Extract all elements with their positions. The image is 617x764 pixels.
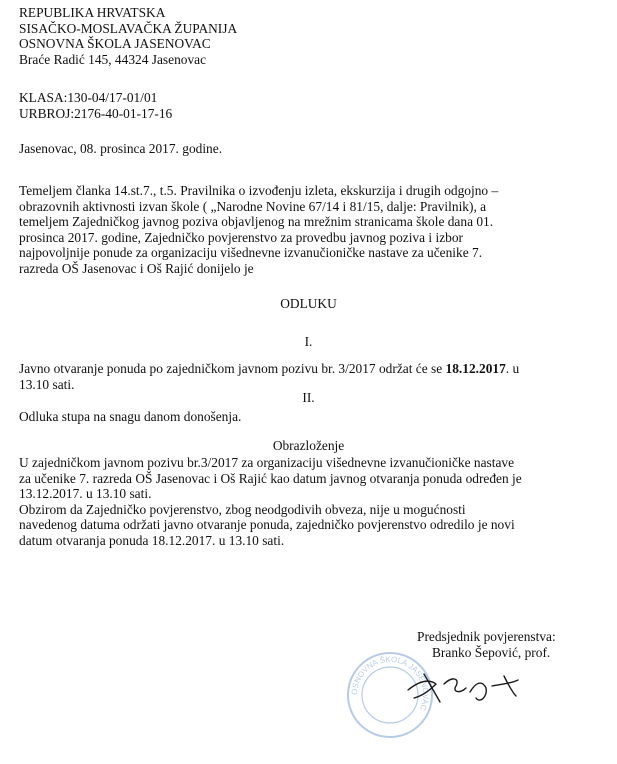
section-1-text-before: Javno otvaranje ponuda po zajedničkom javnom pozivu br. 3/2017 održat će se	[19, 361, 446, 376]
intro-line: temeljem Zajedničkog javnog poziva objavljenog na mrežnim stranicama škole dana 01.	[19, 214, 494, 229]
rationale-paragraph	[19, 455, 522, 548]
urbroj-number: URBROJ:2176-40-01-17-16	[19, 105, 173, 121]
intro-line: Temeljem članka 14.st.7., t.5. Pravilnika o izvođenju izleta, ekskurzija i drugih odgojno –	[19, 183, 499, 198]
intro-line: obrazovnih aktivnosti izvan škole ( „Narodne Novine 67/14 i 81/15, dalje: Pravilnik), a	[19, 198, 487, 214]
section-1-text	[19, 361, 519, 392]
letterhead-line: REPUBLIKA HRVATSKA	[19, 5, 166, 20]
rationale-line: navedenog datuma održati javno otvaranje ponuda, zajedničko povjerenstvo odredilo je novi	[19, 517, 515, 532]
letterhead-line: OSNOVNA ŠKOLA JASENOVAC	[19, 36, 211, 51]
reference-numbers	[19, 90, 172, 121]
intro-paragraph	[19, 183, 498, 276]
klasa-number: KLASA:130-04/17-01/01	[19, 90, 158, 105]
intro-line: prosinca 2017. godine, Zajedničko povjerenstvo za provedbu javnog poziva i izbor	[19, 229, 463, 245]
section-2-numeral: II.	[302, 390, 315, 405]
letterhead-line: SISAČKO-MOSLAVAČKA ŽUPANIJA	[19, 20, 238, 36]
signatory-role: Predsjednik povjerenstva:	[417, 629, 556, 644]
section-1-text-after: . u	[505, 361, 520, 376]
place-date: Jasenovac, 08. prosinca 2017. godine.	[19, 141, 223, 156]
handwritten-signature	[400, 662, 550, 708]
rationale-line: 13.12.2017. u 13.10 sati.	[19, 486, 152, 501]
stamp-text: OSNOVNA ŠKOLA JASENOVAC	[349, 654, 431, 712]
section-1-line-2: 13.10 sati.	[19, 376, 75, 392]
rationale-title: Obrazloženje	[272, 438, 345, 453]
signatory-name: Branko Šepović, prof.	[432, 645, 551, 660]
decision-title: ODLUKU	[280, 296, 337, 311]
section-2-text: Odluka stupa na snagu danom donošenja.	[19, 409, 242, 424]
letterhead	[19, 5, 237, 67]
rationale-line: U zajedničkom javnom pozivu br.3/2017 za organizaciju višednevne izvanučioničke nastave	[19, 455, 515, 470]
intro-line: razreda OŠ Jasenovac i Oš Rajić donijelo je	[19, 260, 254, 276]
intro-line: najpovoljnije ponude za organizaciju višednevne izvanučioničke nastave za učenike 7.	[19, 245, 483, 260]
section-1-date: 18.12.2017	[445, 361, 506, 376]
rationale-line: datum otvaranja ponuda 18.12.2017. u 13.10 sati.	[19, 532, 285, 548]
letterhead-line: Braće Radić 145, 44324 Jasenovac	[19, 51, 207, 67]
section-1-numeral: I.	[304, 334, 313, 349]
rationale-line: za učenike 7. razreda OŠ Jasenovac i Oš Rajić kao datum javnog otvaranja ponuda određen je	[19, 470, 522, 486]
rationale-line: Obzirom da Zajedničko povjerenstvo, zbog neodgodivih obveza, nije u mogućnosti	[19, 501, 466, 517]
